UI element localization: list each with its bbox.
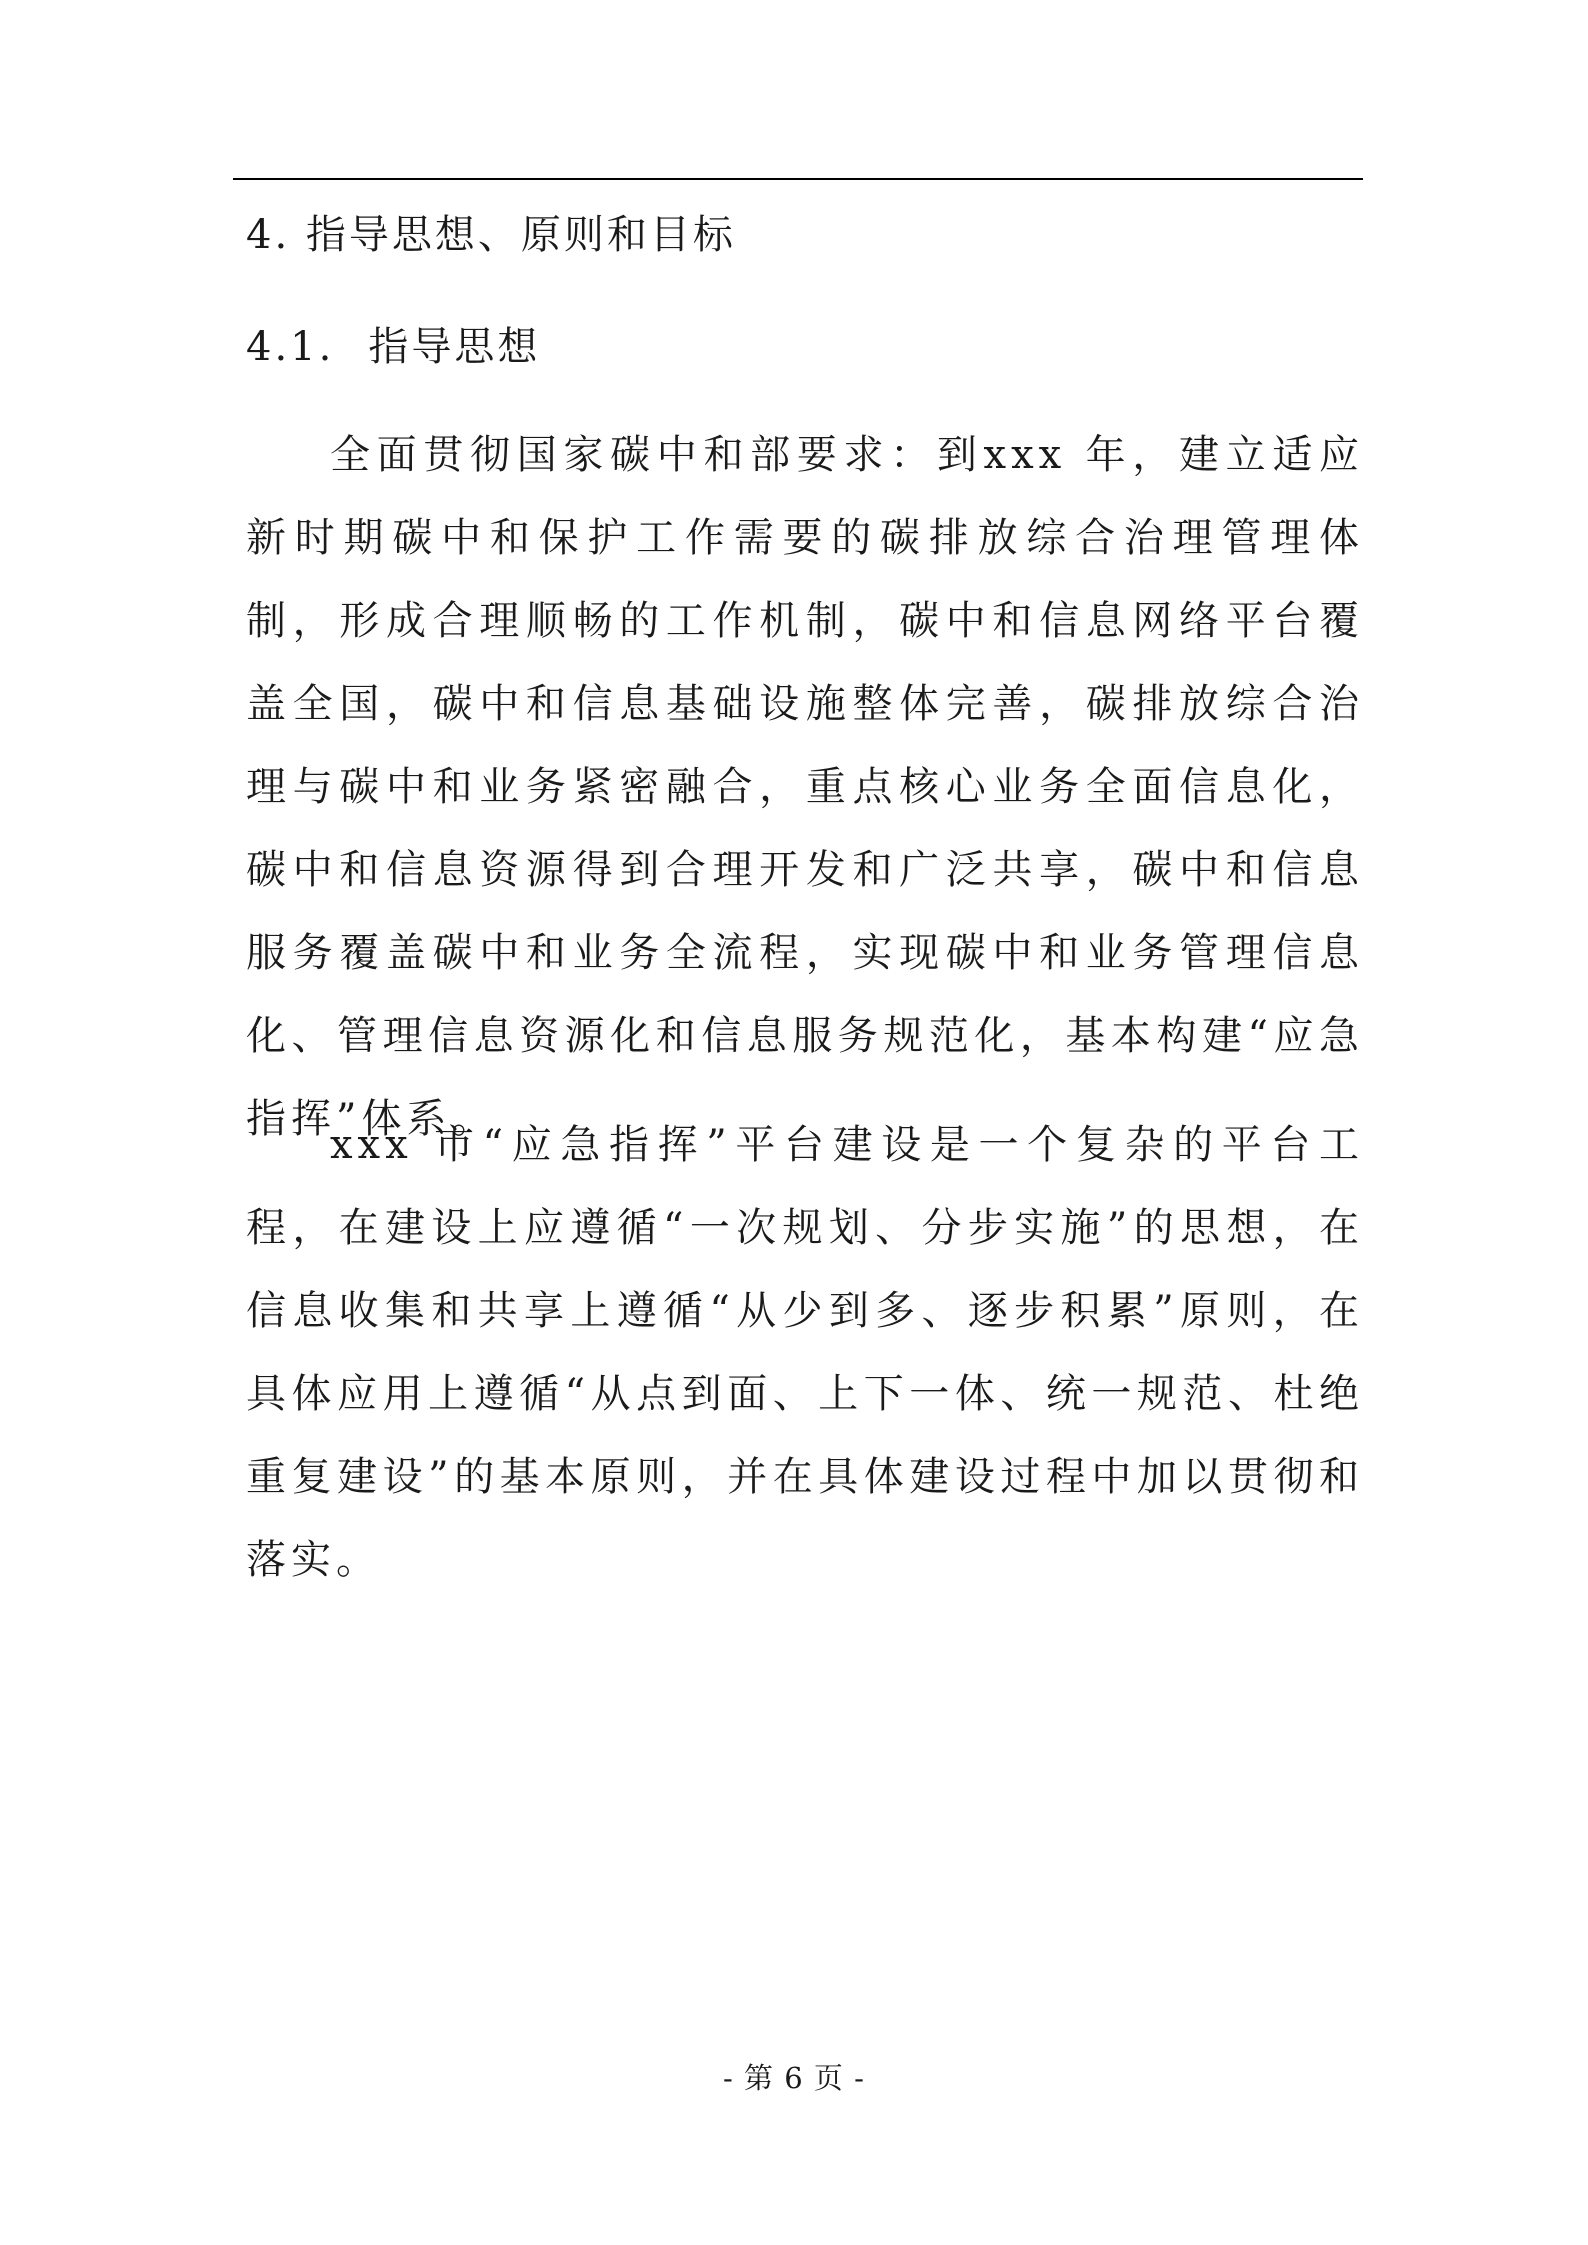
body-paragraph-guiding-thought: 全面贯彻国家碳中和部要求：到xxx 年，建立适应新时期碳中和保护工作需要的碳排放综合治理管理体制，形成合理顺畅的工作机制，碳中和信息网络平台覆盖全国，碳中和信息基础设施整体完善，碳排放综合治理与碳中和业务紧密融合，重点核心业务全面信息化，碳中和信息资源得到合理开发和广泛共享，碳中和信息服务覆盖碳中和业务全流程，实现碳中和业务管理信息化、管理信息资源化和信息服务规范化，基本构建“应急指挥”体系。 (246, 432, 1364, 1142)
subsection-heading (246, 320, 1356, 374)
body-paragraph-principles: xxx 市“应急指挥”平台建设是一个复杂的平台工程，在建设上应遵循“一次规划、分步实施”的思想，在信息收集和共享上遵循“从少到多、逐步积累”原则，在具体应用上遵循“从点到面、上下一体、统一规范、杜绝重复建设”的基本原则，并在具体建设过程中加以贯彻和落实。 (246, 1122, 1364, 1583)
section-heading (246, 208, 1356, 262)
subsection-number: 4.1. (246, 324, 335, 370)
section-title: 指导思想、原则和目标 (305, 212, 736, 258)
subsection-title: 指导思想 (368, 324, 541, 370)
header-rule (233, 178, 1363, 180)
section-number: 4. (246, 212, 291, 258)
page-number: - 第 6 页 - (723, 2061, 865, 2095)
